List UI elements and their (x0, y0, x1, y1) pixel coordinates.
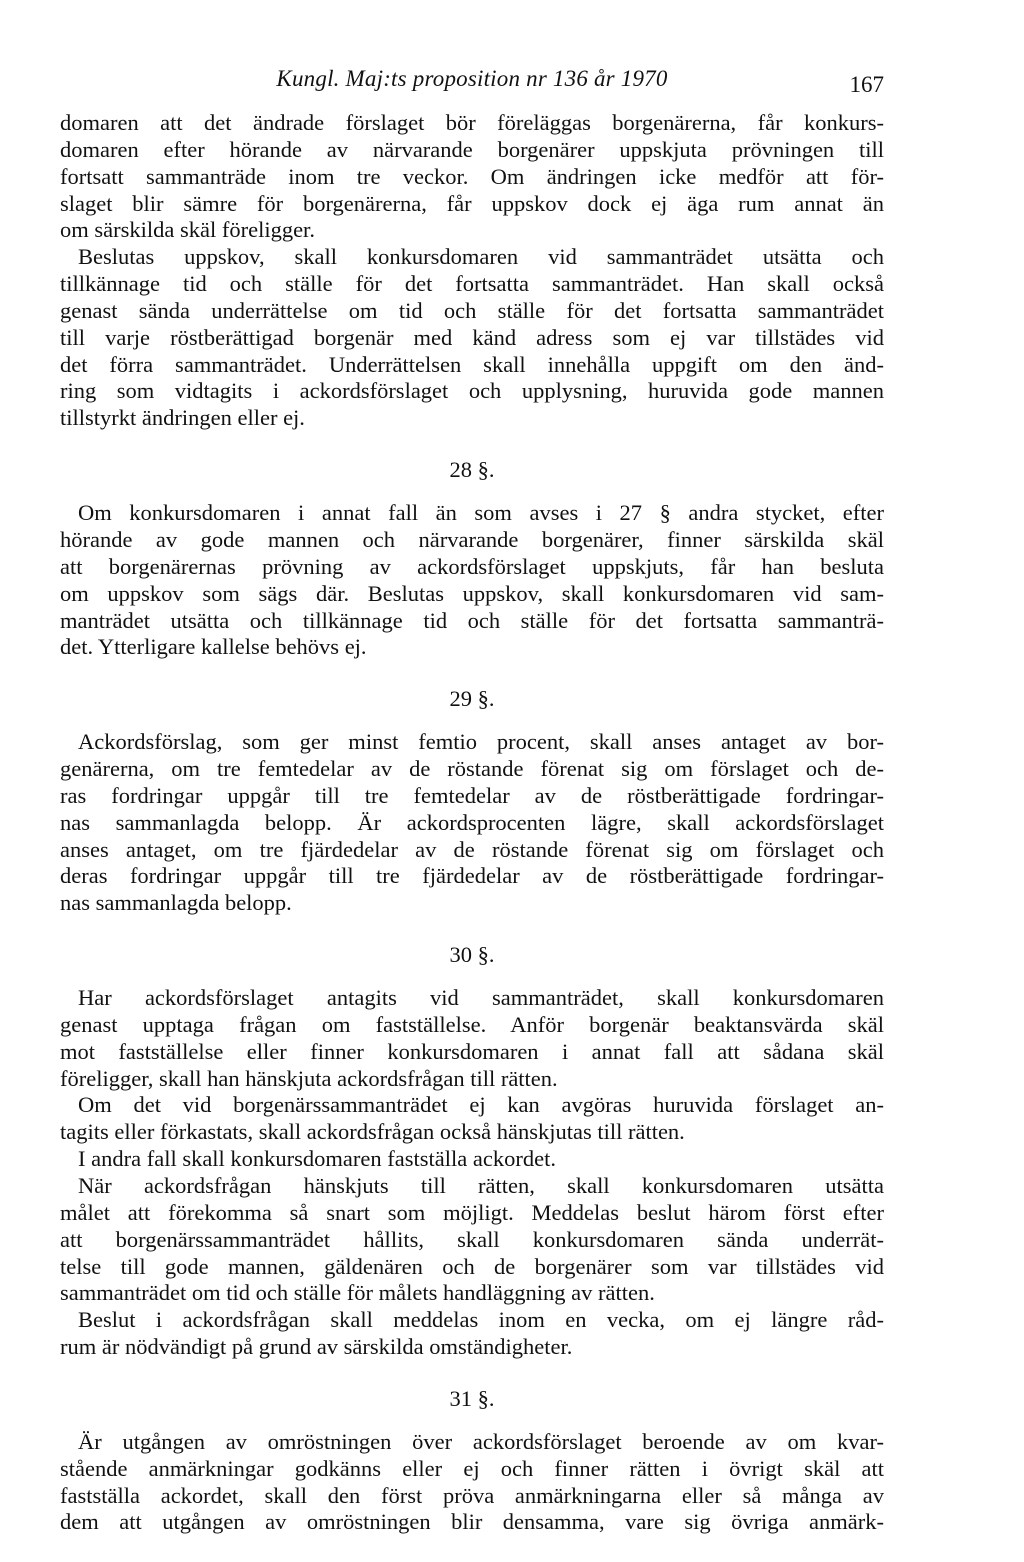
text-line: föreligger, skall han hänskjuta ackordsfrågan till rätten. (60, 1065, 558, 1091)
text-line: hörande av gode mannen och närvarande borgenärer, finner särskilda skäl (60, 526, 884, 552)
text-line: rum är nödvändigt på grund av särskilda omständigheter. (60, 1334, 573, 1360)
section-gap (60, 483, 884, 500)
section-gap (60, 712, 884, 729)
section-gap (60, 1361, 884, 1385)
text-line: tagits eller förkastats, skall ackordsfrågan också hänskjutas till rätten. (60, 1119, 685, 1145)
text-line: domaren att det ändrade förslaget bör föreläggas borgenärerna, får konkurs- (60, 110, 884, 135)
section-heading: 30 §. (449, 942, 495, 968)
text-line: slaget blir sämre för borgenärerna, får uppskov dock ej äga rum annat än (60, 190, 884, 216)
page-number: 167 (849, 72, 884, 97)
text-line: genast sända underrättelse om tid och ställe för det fortsatta sammanträdet (60, 297, 884, 323)
text-line: nas sammanlagda belopp. (60, 890, 292, 916)
text-line: målet att förekomma så snart som möjligt. Meddelas beslut härom först efter (60, 1199, 884, 1225)
header-title: Kungl. Maj:ts proposition nr 136 år 1970 (276, 66, 668, 91)
text-line: dem att utgången av omröstningen blir densamma, vare sig övriga anmärk- (60, 1509, 884, 1535)
text-line: tillstyrkt ändringen eller ej. (60, 405, 305, 431)
text-line: det. Ytterligare kallelse behövs ej. (60, 634, 367, 660)
paragraph (60, 1307, 884, 1361)
text-line: ras fordringar uppgår till tre femtedelar av de röstberättigade fordringar- (60, 782, 884, 808)
body-text (60, 110, 884, 1536)
paragraph (60, 500, 884, 661)
text-line: deras fordringar uppgår till tre fjärdedelar av de röstberättigade fordringar- (60, 863, 884, 889)
running-header (60, 66, 884, 100)
paragraph (60, 1146, 884, 1173)
section-gap (60, 661, 884, 685)
section-heading: 28 §. (449, 457, 495, 483)
text-line: om uppskov som sägs där. Beslutas uppskov, skall konkursdomaren vid sam- (60, 580, 884, 606)
section-gap (60, 917, 884, 941)
paragraph (60, 110, 884, 244)
text-line: fortsatt sammanträde inom tre veckor. Om ändringen icke medför att för- (60, 163, 884, 189)
paragraph (60, 244, 884, 432)
section-gap (60, 968, 884, 985)
text-line: Om det vid borgenärssammanträdet ej kan avgöras huruvida förslaget an- (78, 1092, 884, 1118)
text-line: Om konkursdomaren i annat fall än som avses i 27 § andra stycket, efter (78, 500, 884, 526)
text-line: I andra fall skall konkursdomaren fastställa ackordet. (78, 1146, 556, 1172)
text-line: Är utgången av omröstningen över ackordsförslaget beroende av om kvar- (78, 1428, 884, 1454)
text-line: nas sammanlagda belopp. Är ackordsprocenten lägre, skall ackordsförslaget (60, 809, 884, 835)
text-line: sammanträdet om tid och ställe för målets handläggning av rätten. (60, 1280, 655, 1306)
section-gap (60, 1412, 884, 1429)
text-line: tillkännage tid och ställe för det fortsatta sammanträdet. Han skall också (60, 271, 884, 297)
text-line: att borgenärernas prövning av ackordsförslaget uppskjuts, får han besluta (60, 553, 884, 579)
paragraph (60, 1092, 884, 1146)
text-line: Beslut i ackordsfrågan skall meddelas inom en vecka, om ej längre råd- (78, 1307, 884, 1333)
text-line: manträdet utsätta och tillkännage tid och ställe för det fortsatta sammanträ- (60, 607, 884, 633)
paragraph (60, 729, 884, 917)
section-gap (60, 432, 884, 456)
text-line: mot fastställelse eller finner konkursdomaren i annat fall att sådana skäl (60, 1038, 884, 1064)
text-line: om särskilda skäl föreligger. (60, 217, 315, 243)
text-line: domaren efter hörande av närvarande borgenärer uppskjuta prövningen till (60, 136, 884, 162)
text-line: stående anmärkningar godkänns eller ej och finner rätten i övrigt skäl att (60, 1455, 884, 1481)
paragraph (60, 1429, 884, 1536)
text-line: Har ackordsförslaget antagits vid sammanträdet, skall konkursdomaren (78, 985, 884, 1011)
text-line: genast upptaga frågan om fastställelse. Anför borgenär beaktansvärda skäl (60, 1011, 884, 1037)
paragraph (60, 985, 884, 1092)
text-line: Ackordsförslag, som ger minst femtio procent, skall anses antaget av bor- (78, 729, 884, 755)
text-line: genärerna, om tre femtedelar av de röstande förenat sig om förslaget och de- (60, 756, 884, 782)
text-line: ring som vidtagits i ackordsförslaget och upplysning, huruvida gode mannen (60, 378, 884, 404)
text-line: att borgenärssammanträdet hållits, skall konkursdomaren sända underrät- (60, 1226, 884, 1252)
section-heading: 31 §. (449, 1385, 495, 1411)
text-line: fastställa ackordet, skall den först pröva anmärkningarna eller så många av (60, 1482, 884, 1508)
text-line: Beslutas uppskov, skall konkursdomaren vid sammanträdet utsätta och (78, 244, 884, 270)
section-heading: 29 §. (449, 686, 495, 712)
text-line: det förra sammanträdet. Underrättelsen skall innehålla uppgift om den änd- (60, 351, 884, 377)
text-line: telse till gode mannen, gäldenären och de borgenärer som var tillstädes vid (60, 1253, 884, 1279)
text-line: till varje röstberättigad borgenär med känd adress som ej var tillstädes vid (60, 324, 884, 350)
text-line: När ackordsfrågan hänskjuts till rätten, skall konkursdomaren utsätta (78, 1173, 884, 1198)
text-line: anses antaget, om tre fjärdedelar av de röstande förenat sig om förslaget och (60, 836, 884, 862)
paragraph (60, 1173, 884, 1307)
